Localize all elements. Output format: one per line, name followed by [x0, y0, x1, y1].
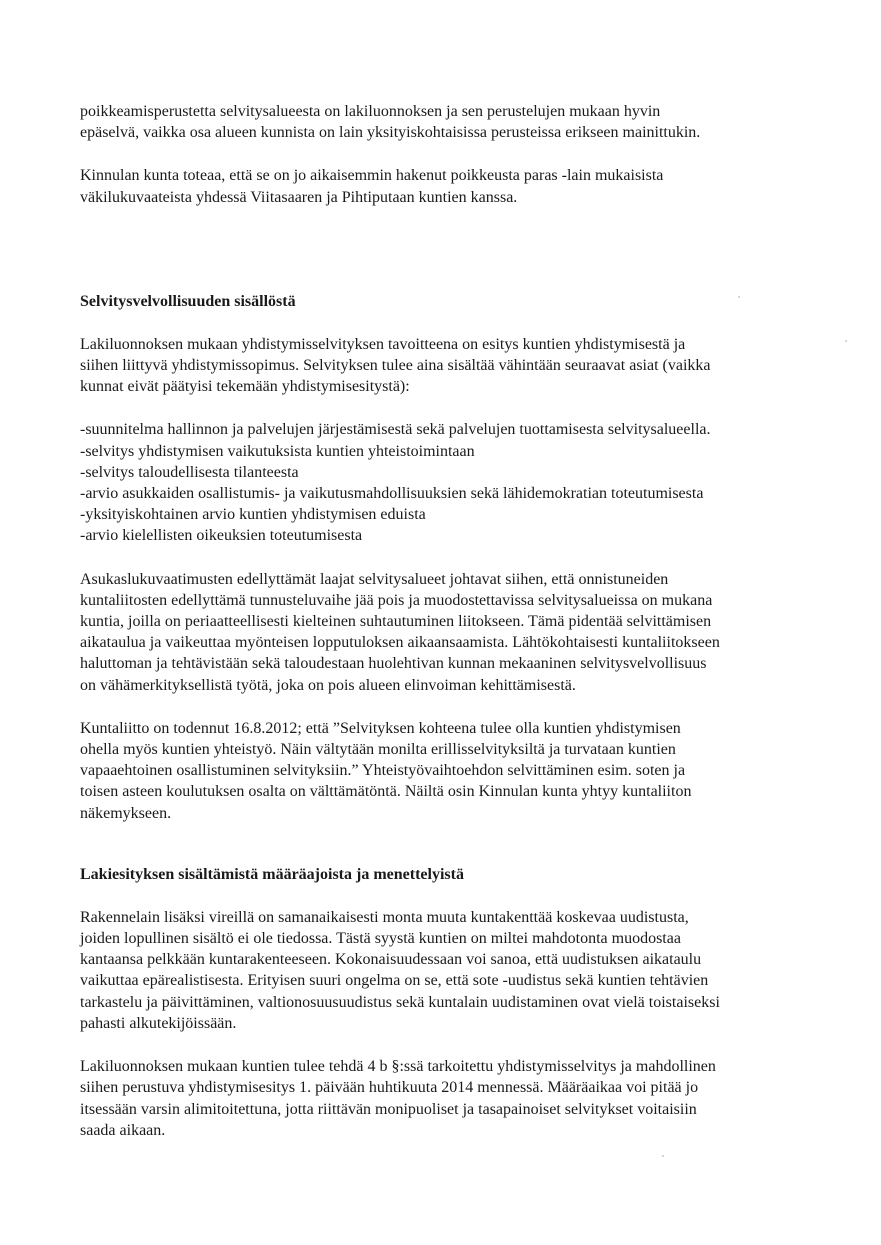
section1-paragraph-3	[80, 718, 800, 824]
text-line: kunnat eivät päätyisi tekemään yhdistymisesitystä):	[80, 378, 410, 396]
text-line: vaikuttaa epärealistisesta. Erityisen suuri ongelma on se, että sote -uudistus sekä kuntien tehtävien	[80, 972, 709, 990]
text-line: itsessään varsin alimitoitettuna, jotta riittävän monipuoliset ja tasapainoiset selvitykset voitaisiin	[80, 1100, 697, 1118]
text-line: toisen asteen koulutuksen osalta on välttämätöntä. Näiltä osin Kinnulan kunta yhtyy kuntaliiton	[80, 783, 692, 801]
text-line: Kuntaliitto on todennut 16.8.2012; että ”Selvityksen kohteena tulee olla kuntien yhdistymisen	[80, 719, 681, 737]
scan-speck	[738, 296, 740, 298]
scan-speck	[845, 340, 847, 342]
scan-speck	[662, 1155, 664, 1157]
text-line: kuntaliitosten edellyttämä tunnusteluvaihe jää pois ja muodostettavissa selvitysalueissa on mukana	[80, 591, 713, 609]
list-item: -selvitys yhdistymisen vaikutuksista kuntien yhteistoimintaan	[80, 442, 475, 460]
section1-paragraph-2	[80, 569, 800, 696]
text-line: joiden lopullinen sisältö ei ole tiedossa. Tästä syystä kuntien on miltei mahdotonta muodostaa	[80, 930, 681, 948]
text-line: haluttoman ja tehtävistään sekä taloudestaan huolehtivan kunnan mekaaninen selvitysvelvollisuus	[80, 655, 707, 673]
list-item: -yksityiskohtainen arvio kuntien yhdistymisen eduista	[80, 506, 426, 524]
text-line: kantaansa pelkkään kuntarakenteeseen. Kokonaisuudessaan voi sanoa, että uudistuksen aikataulu	[80, 951, 702, 969]
text-line: vapaaehtoinen osallistuminen selvityksiin.” Yhteistyövaihtoehdon selvittäminen esim. soten ja	[80, 762, 686, 780]
text-line: saada aikaan.	[80, 1121, 166, 1139]
section-heading-maaraajat: Lakiesityksen sisältämistä määräajoista ja menettelyistä	[80, 865, 464, 883]
list-item: -arvio asukkaiden osallistumis- ja vaikutusmahdollisuuksien sekä lähidemokratian toteutumisesta	[80, 485, 704, 503]
text-line: poikkeamisperustetta selvitysalueesta on lakiluonnoksen ja sen perustelujen mukaan hyvin	[80, 103, 661, 120]
intro-paragraph-1	[80, 101, 800, 143]
text-line: kuntia, joilla on periaatteellisesti kielteinen suhtautuminen liitokseen. Tämä pidentää selvittämisen	[80, 613, 712, 631]
text-line: pahasti alkutekijöissään.	[80, 1014, 237, 1032]
text-line: siihen liittyvä yhdistymissopimus. Selvityksen tulee aina sisältää vähintään seuraavat asiat (vaikka	[80, 357, 711, 375]
required-items-list	[80, 419, 800, 546]
section2-paragraph-2	[80, 1056, 800, 1141]
list-item: -arvio kielellisten oikeuksien toteutumisesta	[80, 527, 363, 545]
text-line: Kinnulan kunta toteaa, että se on jo aikaisemmin hakenut poikkeusta paras -lain mukaisista	[80, 167, 664, 185]
section1-paragraph-1	[80, 334, 800, 398]
section-heading-selvitysvelvollisuus: Selvitysvelvollisuuden sisällöstä	[80, 292, 296, 310]
text-line: näkemykseen.	[80, 804, 172, 822]
text-line: siihen perustuva yhdistymisesitys 1. päivään huhtikuuta 2014 mennessä. Määräaikaa voi pitää jo	[80, 1079, 699, 1097]
list-item: -selvitys taloudellisesta tilanteesta	[80, 463, 299, 481]
text-line: Lakiluonnoksen mukaan kuntien tulee tehdä 4 b §:ssä tarkoitettu yhdistymisselvitys ja mahdollinen	[80, 1058, 716, 1076]
text-line: Asukaslukuvaatimusten edellyttämät laajat selvitysalueet johtavat siihen, että onnistuneiden	[80, 570, 669, 588]
text-line: tarkastelu ja päivittäminen, valtionosuusuudistus sekä kuntalain uudistaminen ovat vielä toistaiseksi	[80, 993, 720, 1011]
text-line: on vähämerkityksellistä työtä, joka on pois alueen elinvoiman kehittämisestä.	[80, 676, 576, 694]
list-item: -suunnitelma hallinnon ja palvelujen järjestämisestä sekä palvelujen tuottamisesta selvitysalueella.	[80, 421, 711, 439]
text-line: ohella myös kuntien yhteistyö. Näin vältytään monilta erillisselvityksiltä ja turvataan kuntien	[80, 741, 676, 759]
text-line: Lakiluonnoksen mukaan yhdistymisselvityksen tavoitteena on esitys kuntien yhdistymisestä ja	[80, 335, 686, 353]
text-line: Rakennelain lisäksi vireillä on samanaikaisesti monta muuta kuntakenttää koskevaa uudistusta,	[80, 908, 689, 926]
intro-paragraph-2	[80, 165, 800, 207]
text-line: aikataulua ja vaikeuttaa myönteisen lopputuloksen aikaansaamista. Lähtökohtaisesti kuntaliitokseen	[80, 634, 720, 652]
text-line: väkilukuvaateista yhdessä Viitasaaren ja Pihtiputaan kuntien kanssa.	[80, 188, 518, 206]
section2-paragraph-1	[80, 907, 800, 1034]
text-line: epäselvä, vaikka osa alueen kunnista on lain yksityiskohtaisissa perusteissa erikseen mainittukin.	[80, 124, 701, 142]
document-page	[80, 101, 800, 1141]
